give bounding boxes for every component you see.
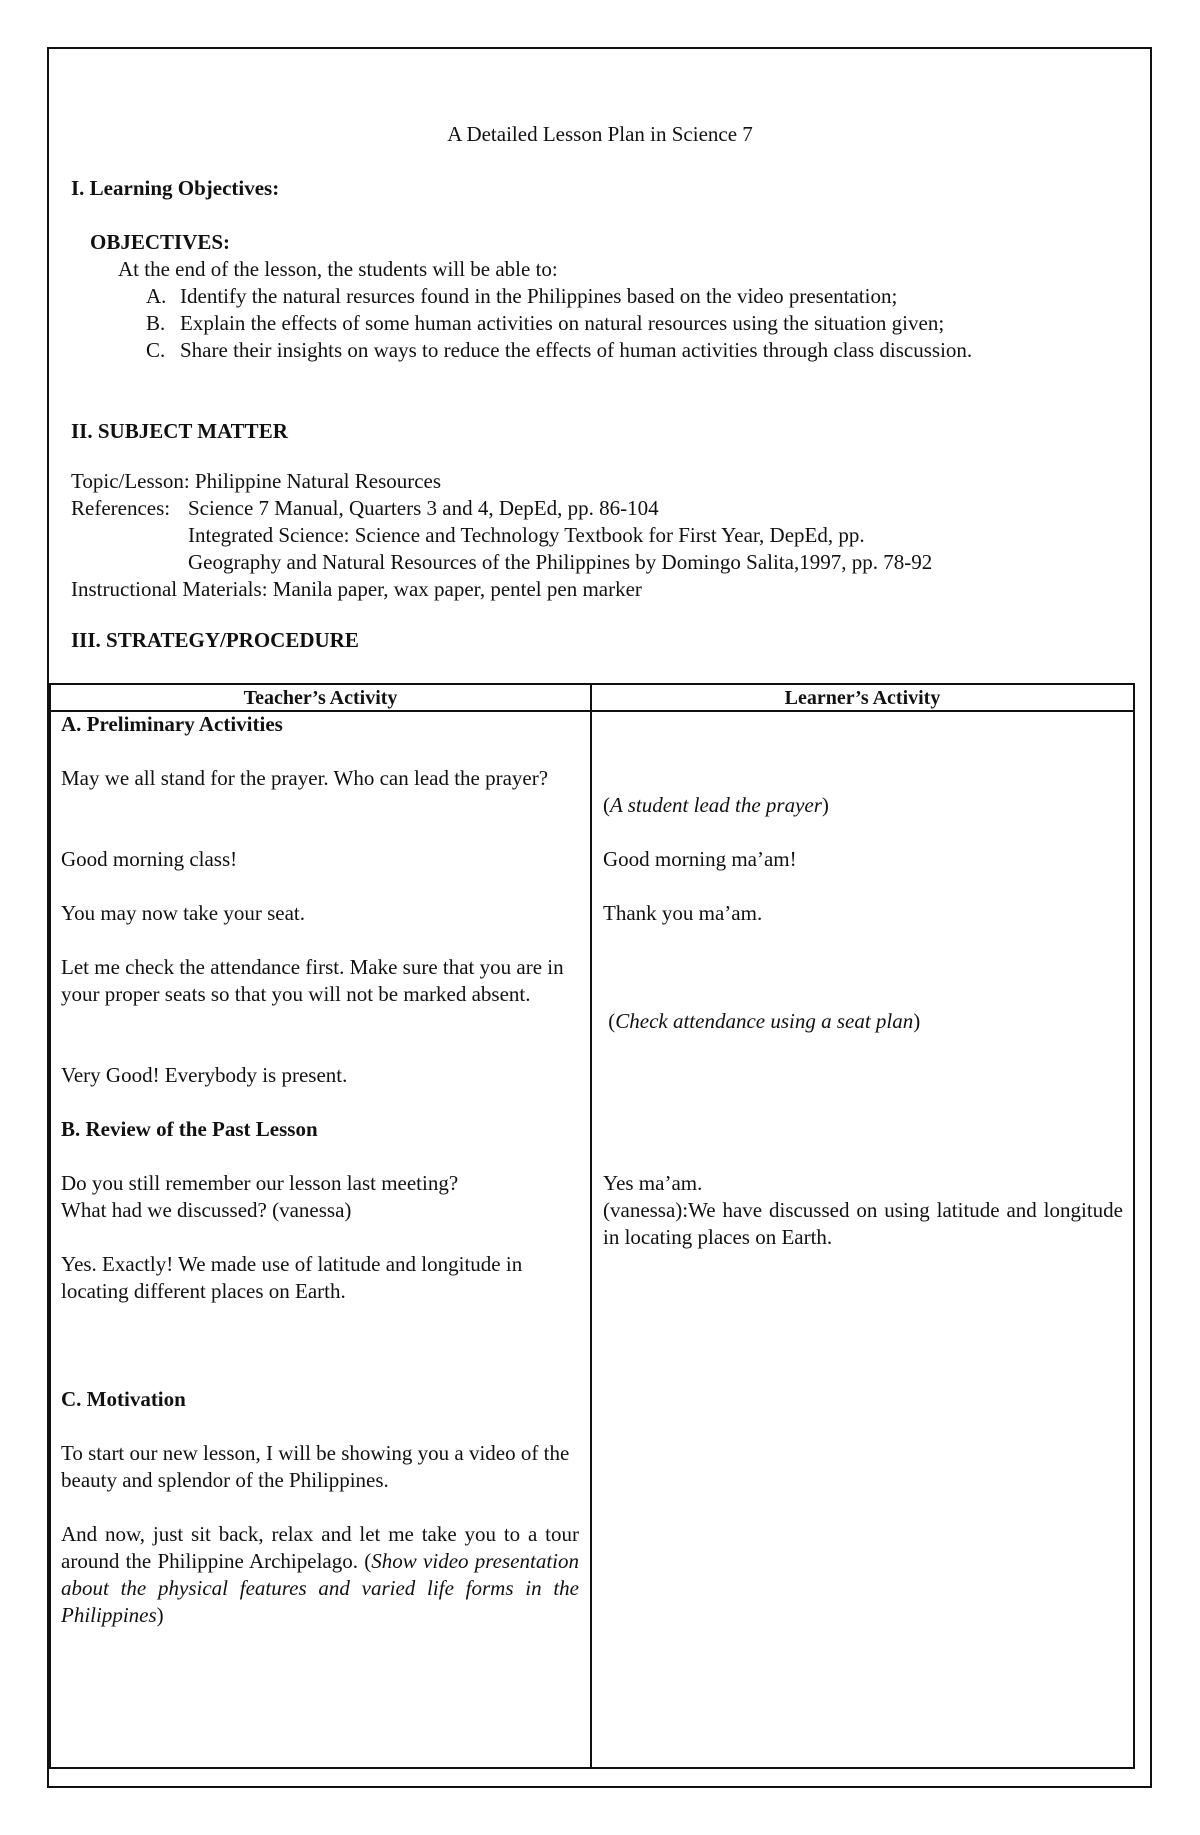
learning-objectives-heading: I. Learning Objectives: — [71, 176, 280, 200]
teacher-greeting: Good morning class! — [61, 847, 238, 871]
motivation-2-end: ) — [156, 1603, 164, 1627]
learner-greeting: Good morning ma’am! — [603, 847, 797, 871]
objective-text: Share their insights on ways to reduce the effects of human activities through class discussion. — [180, 338, 973, 362]
reference-item: Science 7 Manual, Quarters 3 and 4, DepEd, pp. 86-104 — [188, 496, 659, 520]
motivation-2-plain: And now, just sit back, relax and let me take you to a tour around the Philippine Archipelago. ( — [61, 1522, 579, 1573]
learner-review-yes: Yes ma’am. — [603, 1171, 703, 1195]
teacher-motivation-2 — [61, 1521, 579, 1629]
table-column-divider — [590, 683, 592, 1769]
objective-item — [146, 310, 944, 337]
motivation-2-italic: Show video presentation about the physical features and varied life forms in the Philippines — [61, 1549, 579, 1627]
teacher-review-question-1: Do you still remember our lesson last meeting? — [61, 1171, 459, 1195]
objectives-label: OBJECTIVES: — [90, 230, 231, 254]
objective-item — [146, 283, 897, 310]
materials-line: Instructional Materials: Manila paper, wax paper, pentel pen marker — [71, 577, 642, 601]
reference-item: Integrated Science: Science and Technology Textbook for First Year, DepEd, pp. — [188, 523, 865, 547]
paren-close: ) — [821, 793, 829, 817]
learner-prayer — [603, 792, 1123, 819]
objective-text: Explain the effects of some human activities on natural resources using the situation given; — [180, 311, 945, 335]
teacher-prayer: May we all stand for the prayer. Who can lead the prayer? — [61, 766, 549, 790]
teacher-review-question-2: What had we discussed? (vanessa) — [61, 1198, 352, 1222]
motivation-heading: C. Motivation — [61, 1387, 186, 1411]
paren-close: ) — [913, 1009, 921, 1033]
topic-line: Topic/Lesson: Philippine Natural Resources — [71, 469, 442, 493]
references-label: References: — [71, 496, 171, 520]
objective-text: Identify the natural resurces found in the Philippines based on the video presentation; — [180, 284, 898, 308]
objective-item — [146, 337, 972, 364]
learner-attendance-italic: Check attendance using a seat plan — [615, 1009, 914, 1033]
review-heading: B. Review of the Past Lesson — [61, 1117, 318, 1141]
learner-prayer-italic: A student lead the prayer — [610, 793, 822, 817]
objective-letter: C. — [146, 338, 166, 362]
objective-letter: B. — [146, 311, 166, 335]
page-title: A Detailed Lesson Plan in Science 7 — [447, 122, 753, 146]
subject-matter-heading: II. SUBJECT MATTER — [71, 419, 288, 443]
teacher-present: Very Good! Everybody is present. — [61, 1063, 348, 1087]
teacher-attendance: Let me check the attendance first. Make sure that you are in your proper seats so that you will not be marked absent. — [61, 955, 564, 1006]
teacher-motivation-1: To start our new lesson, I will be showing you a video of the beauty and splendor of the Philippines. — [61, 1441, 570, 1492]
teacher-review-answer: Yes. Exactly! We made use of latitude and longitude in locating different places on Earth. — [61, 1252, 523, 1303]
preliminary-heading: A. Preliminary Activities — [61, 712, 283, 736]
learner-activity-header: Learner’s Activity — [784, 687, 941, 709]
paren-open: ( — [603, 793, 610, 817]
strategy-heading: III. STRATEGY/PROCEDURE — [71, 628, 359, 652]
learner-attendance — [603, 1008, 1123, 1035]
objective-letter: A. — [146, 284, 167, 308]
learner-review-answer: (vanessa):We have discussed on using latitude and longitude in locating places on Earth. — [603, 1198, 1123, 1249]
paren-open: ( — [603, 1009, 616, 1033]
teacher-seat: You may now take your seat. — [61, 901, 306, 925]
learner-thanks: Thank you ma’am. — [603, 901, 763, 925]
teacher-activity-header: Teacher’s Activity — [243, 687, 398, 709]
objectives-intro: At the end of the lesson, the students will be able to: — [118, 257, 558, 281]
reference-item: Geography and Natural Resources of the Philippines by Domingo Salita,1997, pp. 78-92 — [188, 550, 933, 574]
